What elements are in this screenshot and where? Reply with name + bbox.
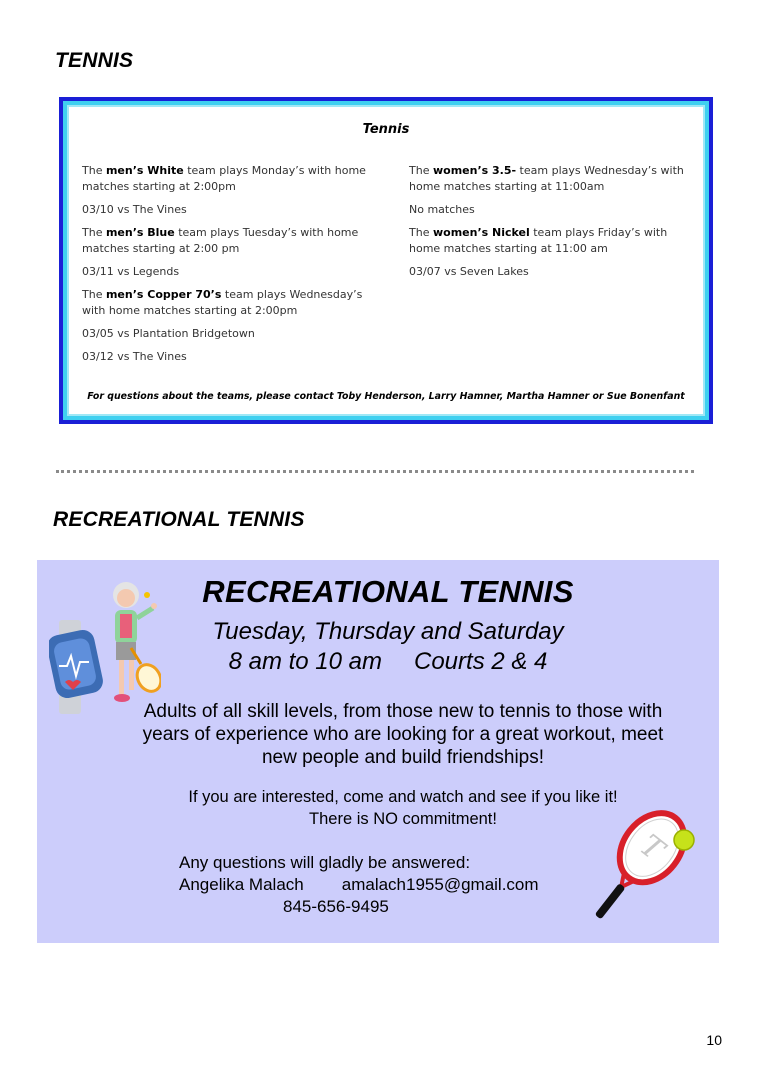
recreational-heading: RECREATIONAL TENNIS [53,508,305,531]
mens-team-description: The men’s White team plays Monday’s with home matches starting at 2:00pm [82,164,366,193]
team-name: women’s 3.5- [432,164,517,177]
recreational-tennis-flyer [37,560,719,943]
tennis-box-title: Tennis [362,122,410,137]
womens-team-description: The women’s 3.5- team plays Wednesday’s with home matches starting at 11:00am [409,164,684,193]
contact-intro: Any questions will gladly be answered: [179,853,471,872]
mens-team-description: The men’s Blue team plays Tuesday’s with home matches starting at 2:00 pm [82,226,359,255]
team-name: men’s Copper 70’s [105,288,222,301]
tennis-racket-icon [567,804,707,934]
tennis-schedule-box [59,97,713,424]
womens-teams-column [409,163,699,287]
mens-match-line: 03/12 vs The Vines [82,350,187,363]
tennis-heading: TENNIS [55,49,134,72]
tennis-schedule-inner [67,105,705,416]
flyer-days: Tuesday, Thursday and Saturday [212,618,564,645]
mens-team-description: The men’s Copper 70’s team plays Wednesday’s with home matches starting at 2:00pm [82,288,363,317]
womens-match-line: 03/07 vs Seven Lakes [409,265,529,278]
flyer-courts: Courts 2 & 4 [414,648,548,675]
flyer-description: Adults of all skill levels, from those new to tennis to those with years of experience who are looking for a great workout, meet new people and build friendships! [142,701,664,768]
team-name: men’s Blue [105,226,175,239]
svg-text:T: T [632,828,671,869]
flyer-time-and-courts [37,648,719,676]
tennis-contact-note: For questions about the teams, please contact Toby Henderson, Larry Hamner, Martha Hamner or Sue Bonenfant [87,391,685,402]
flyer-invitation-line2: There is NO commitment! [309,810,497,828]
team-name: men’s White [105,164,184,177]
page-number: 10 [706,1032,722,1048]
flyer-invitation-line1: If you are interested, come and watch and see if you like it! [188,788,618,806]
flyer-time: 8 am to 10 am [228,648,382,675]
womens-team-description: The women’s Nickel team plays Friday’s with home matches starting at 11:00 am [409,226,668,255]
team-name: women’s Nickel [432,226,530,239]
flyer-contact [179,852,539,918]
mens-teams-column [82,163,382,372]
flyer-title: RECREATIONAL TENNIS [202,574,574,609]
mens-match-line: 03/05 vs Plantation Bridgetown [82,327,255,340]
contact-phone: 845-656-9495 [283,897,389,916]
mens-match-line: 03/11 vs Legends [82,265,180,278]
mens-match-line: 03/10 vs The Vines [82,203,187,216]
womens-match-line: No matches [409,203,475,216]
contact-name: Angelika Malach [179,875,304,894]
section-divider [56,470,694,473]
contact-email[interactable]: amalach1955@gmail.com [341,875,539,894]
